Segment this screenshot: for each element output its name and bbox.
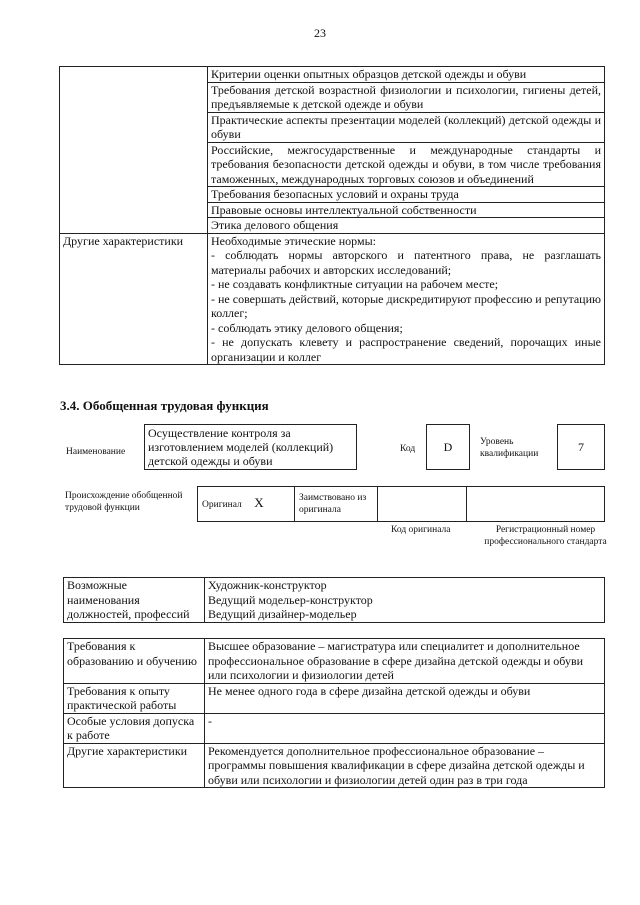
- code-caption: Код оригинала: [391, 525, 451, 535]
- table-cell: Требования детской возрастной физиологии и психологии, гигиены детей, предъявляемые к детской одежде и обуви: [208, 82, 605, 112]
- list-item: Необходимые этические нормы:: [211, 233, 376, 248]
- origin-label: Происхождение обобщенной трудовой функции: [65, 491, 183, 513]
- table-row-label: Требования к образованию и обучению: [64, 639, 205, 684]
- function-name: Осуществление контроля за изготовлением моделей (коллекций) детской одежды и обуви: [144, 424, 357, 470]
- table-row-label: Требования к опыту практической работы: [64, 683, 205, 713]
- section-title: 3.4. Обобщенная трудовая функция: [60, 398, 269, 413]
- table-cell: -: [205, 713, 605, 743]
- table-row-label: Особые условия допуска к работе: [64, 713, 205, 743]
- table-row-label: Другие характеристики: [64, 743, 205, 788]
- table-cell: Этика делового общения: [208, 218, 605, 234]
- original-code-cell: [378, 487, 467, 522]
- table-cell: Высшее образование – магистратура или специалитет и дополнительное профессиональное образование в сфере дизайна детской одежды и обуви или психологии и физиологии детей: [205, 639, 605, 684]
- page-number: 23: [314, 26, 326, 40]
- name-label: Наименование: [66, 447, 126, 457]
- list-item: Ведущий дизайнер-модельер: [208, 607, 357, 621]
- level-value: 7: [557, 424, 605, 470]
- list-item: - не допускать клевету и распространение сведений, порочащих иные организации и коллег: [211, 335, 601, 364]
- table-cell: Не менее одного года в сфере дизайна детской одежды и обуви: [205, 683, 605, 713]
- reg-caption: Регистрационный номер профессионального стандарта: [484, 525, 607, 547]
- original-mark: X: [254, 495, 264, 510]
- table-cell: Рекомендуется дополнительное профессиональное образование – программы повышения квалификации в сфере дизайна детской одежды и обуви или психологии и физиологии детей один раз в три года: [205, 743, 605, 788]
- borrowed-label: Заимствовано из оригинала: [295, 487, 378, 522]
- list-item: Художник-конструктор: [208, 578, 327, 592]
- list-item: Ведущий модельер-конструктор: [208, 592, 373, 607]
- original-label: Оригинал: [202, 500, 242, 510]
- code-label: Код: [400, 444, 416, 454]
- origin-table: [197, 486, 605, 522]
- list-item: - не создавать конфликтные ситуации на рабочем месте;: [211, 277, 499, 291]
- positions-table: [63, 577, 605, 623]
- table-cell: Практические аспекты презентации моделей (коллекций) детской одежды и обуви: [208, 112, 605, 142]
- code-value: D: [426, 424, 470, 470]
- list-item: - соблюдать нормы авторского и патентного права, не разглашать материалы рабочих и авторских исследований;: [211, 248, 601, 277]
- table-cell: Критерии оценки опытных образцов детской одежды и обуви: [208, 67, 605, 83]
- table-cell: Требования безопасных условий и охраны труда: [208, 187, 605, 203]
- other-characteristics-cell: [208, 233, 605, 365]
- positions-cell: [205, 578, 605, 623]
- original-cell: [198, 487, 295, 522]
- table-cell: Правовые основы интеллектуальной собственности: [208, 202, 605, 218]
- positions-label: Возможные наименования должностей, профессий: [64, 578, 205, 623]
- table-label-empty: [60, 67, 208, 234]
- list-item: - не совершать действий, которые дискредитируют профессию и репутацию коллег;: [211, 291, 601, 320]
- reg-number-cell: [467, 487, 605, 522]
- level-label: Уровень квалификации: [480, 437, 539, 459]
- table-cell: Российские, межгосударственные и международные стандарты и требования безопасности детской одежды и обуви, в том числе требования таможенных, международных торговых союзов и объединений: [208, 142, 605, 187]
- other-characteristics-label: Другие характеристики: [60, 233, 208, 365]
- list-item: - соблюдать этику делового общения;: [211, 320, 403, 335]
- requirements-table: [63, 638, 605, 788]
- knowledge-table: [59, 66, 605, 365]
